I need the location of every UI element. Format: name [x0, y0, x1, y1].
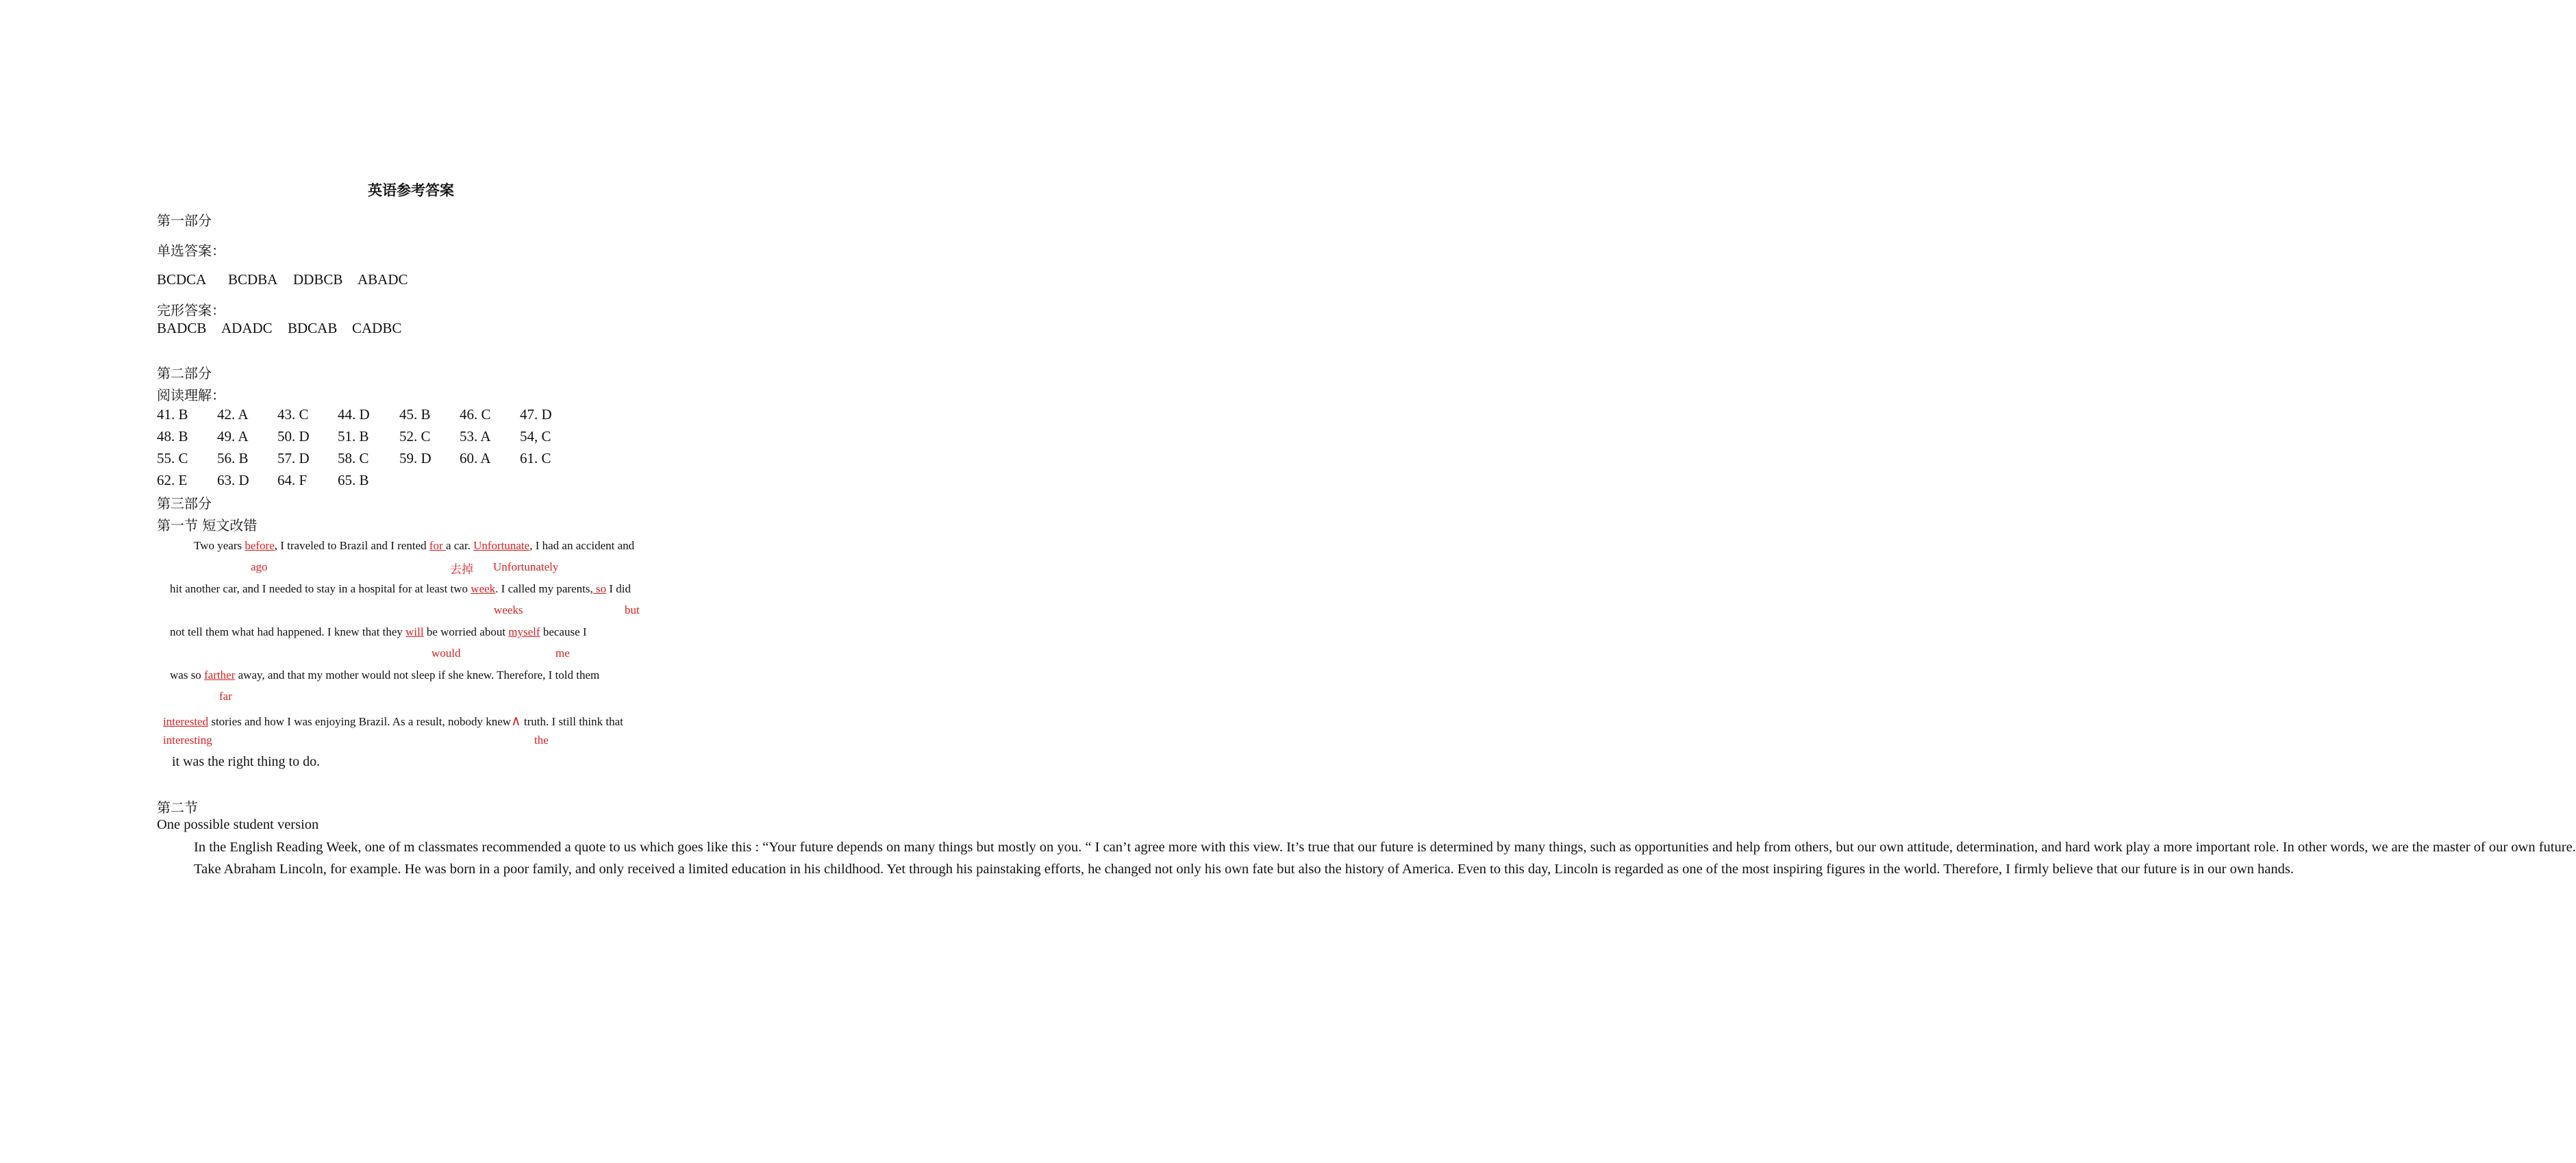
answer-item: 45. B [399, 406, 431, 423]
answer-item: 54, C [520, 428, 551, 445]
correction-note: far [219, 690, 232, 703]
cloze-group: BADCB [157, 320, 207, 336]
answer-item: 55. C [157, 450, 188, 466]
essay-paragraph: In the English Reading Week, one of m classmates recommended a quote to us which goes like this : “Your future depends on many things but mostly on you. “ I can’t agree more with this view. It’s true that our future is determined by many things, such as opportunities and help from others, but our own attitude, determination, and hard work play a more important role. In other words, we are the master of our own future. [194, 840, 2576, 855]
part2-heading: 第二部分 [157, 365, 212, 382]
text-segment: truth. I still think that [521, 715, 623, 728]
text-segment: stories and how I was enjoying Brazil. As a result, nobody knew [208, 715, 512, 728]
part1-heading: 第一部分 [157, 212, 212, 229]
correction-note: 去掉 [450, 563, 473, 576]
text-segment: not tell them what had happened. I knew that they [170, 625, 406, 638]
answer-item: 46. C [460, 406, 491, 423]
correction-note: ago [251, 560, 268, 573]
text-segment: . I called my parents, [495, 582, 593, 595]
version-label: One possible student version [157, 817, 319, 832]
text-segment: was so [170, 668, 205, 681]
single-choice-group: ABADC [358, 271, 408, 288]
marked-error: before [245, 539, 275, 552]
correction-note: interesting [163, 734, 212, 747]
answer-item: 50. D [277, 428, 310, 445]
text-segment: , I traveled to Brazil and I rented [274, 539, 429, 552]
text-segment: away, and that my mother would not sleep if she knew. Therefore, I told them [235, 668, 600, 681]
correction-note: Unfortunately [493, 560, 559, 573]
answer-item: 43. C [277, 406, 309, 423]
correction-note: me [555, 647, 570, 660]
correction-note: the [534, 734, 549, 747]
single-choice-group: BCDBA [228, 271, 278, 288]
marked-error: myself [508, 625, 540, 638]
text-segment: hit another car, and I needed to stay in a hospital for at least two [170, 582, 471, 595]
text-segment: a car. [445, 539, 474, 552]
marked-error: Unfortunate [473, 539, 530, 552]
answer-item: 51. B [338, 428, 369, 445]
marked-error: for [429, 539, 446, 552]
answer-item: 63. D [217, 472, 249, 488]
answer-item: 48. B [157, 428, 188, 445]
insert-caret-icon: ∧ [511, 714, 521, 729]
essay-paragraph: Take Abraham Lincoln, for example. He was born in a poor family, and only received a limited education in his childhood. Yet through his painstaking efforts, he changed not only his own fate but also the history of America. Even to this day, Lincoln is regarded as one of the most inspiring figures in the world. Therefore, I firmly believe that our future is in our own hands. [194, 861, 2294, 877]
cloze-label: 完形答案： [157, 302, 225, 318]
correction-note: weeks [494, 603, 523, 616]
answer-item: 42. A [217, 406, 249, 423]
answer-item: 65. B [338, 472, 369, 488]
marked-error: week [471, 582, 496, 595]
answer-item: 64. F [277, 472, 308, 488]
single-choice-group: BCDCA [157, 271, 207, 288]
answer-item: 56. B [217, 450, 249, 466]
correction-text-line: it was the right thing to do. [172, 754, 321, 769]
single-choice-label: 单选答案： [157, 242, 225, 259]
marked-error: so [592, 582, 607, 595]
correction-text-line [170, 668, 599, 682]
answer-item: 49. A [217, 428, 249, 445]
answer-item: 59. D [399, 450, 432, 466]
text-segment: be worried about [423, 625, 509, 638]
cloze-group: ADADC [221, 320, 273, 336]
answer-item: 62. E [157, 472, 188, 488]
cloze-group: BDCAB [288, 320, 338, 336]
part3-heading: 第三部分 [157, 495, 212, 512]
single-choice-group: DDBCB [293, 271, 343, 288]
answer-item: 57. D [277, 450, 310, 466]
marked-error: farther [204, 668, 236, 681]
text-segment: I did [606, 582, 631, 595]
answer-item: 52. C [399, 428, 431, 445]
marked-error: interested [163, 715, 209, 728]
answer-item: 47. D [520, 406, 552, 423]
text-segment: Two years [194, 539, 245, 552]
answer-item: 61. C [520, 450, 551, 466]
text-segment: because I [540, 625, 587, 638]
cloze-group: CADBC [352, 320, 402, 336]
reading-label: 阅读理解： [157, 387, 225, 403]
answer-item: 58. C [338, 450, 369, 466]
marked-error: will [405, 625, 424, 638]
model-essay [157, 837, 2576, 880]
correction-note: would [432, 647, 461, 660]
correction-text-line [194, 539, 634, 553]
section2-heading: 第二节 [157, 799, 198, 816]
correction-text-line [170, 625, 587, 639]
correction-text-line [163, 712, 623, 729]
correction-note: but [625, 603, 640, 616]
answer-item: 60. A [460, 450, 491, 466]
answer-item: 53. A [460, 428, 491, 445]
answer-item: 44. D [338, 406, 370, 423]
page-title: 英语参考答案 [368, 182, 454, 199]
correction-text-line [170, 582, 631, 596]
reading-answers-grid [157, 403, 580, 491]
section1-heading: 第一节 短文改错 [157, 517, 258, 534]
text-segment: , I had an accident and [529, 539, 635, 552]
answer-item: 41. B [157, 406, 188, 423]
